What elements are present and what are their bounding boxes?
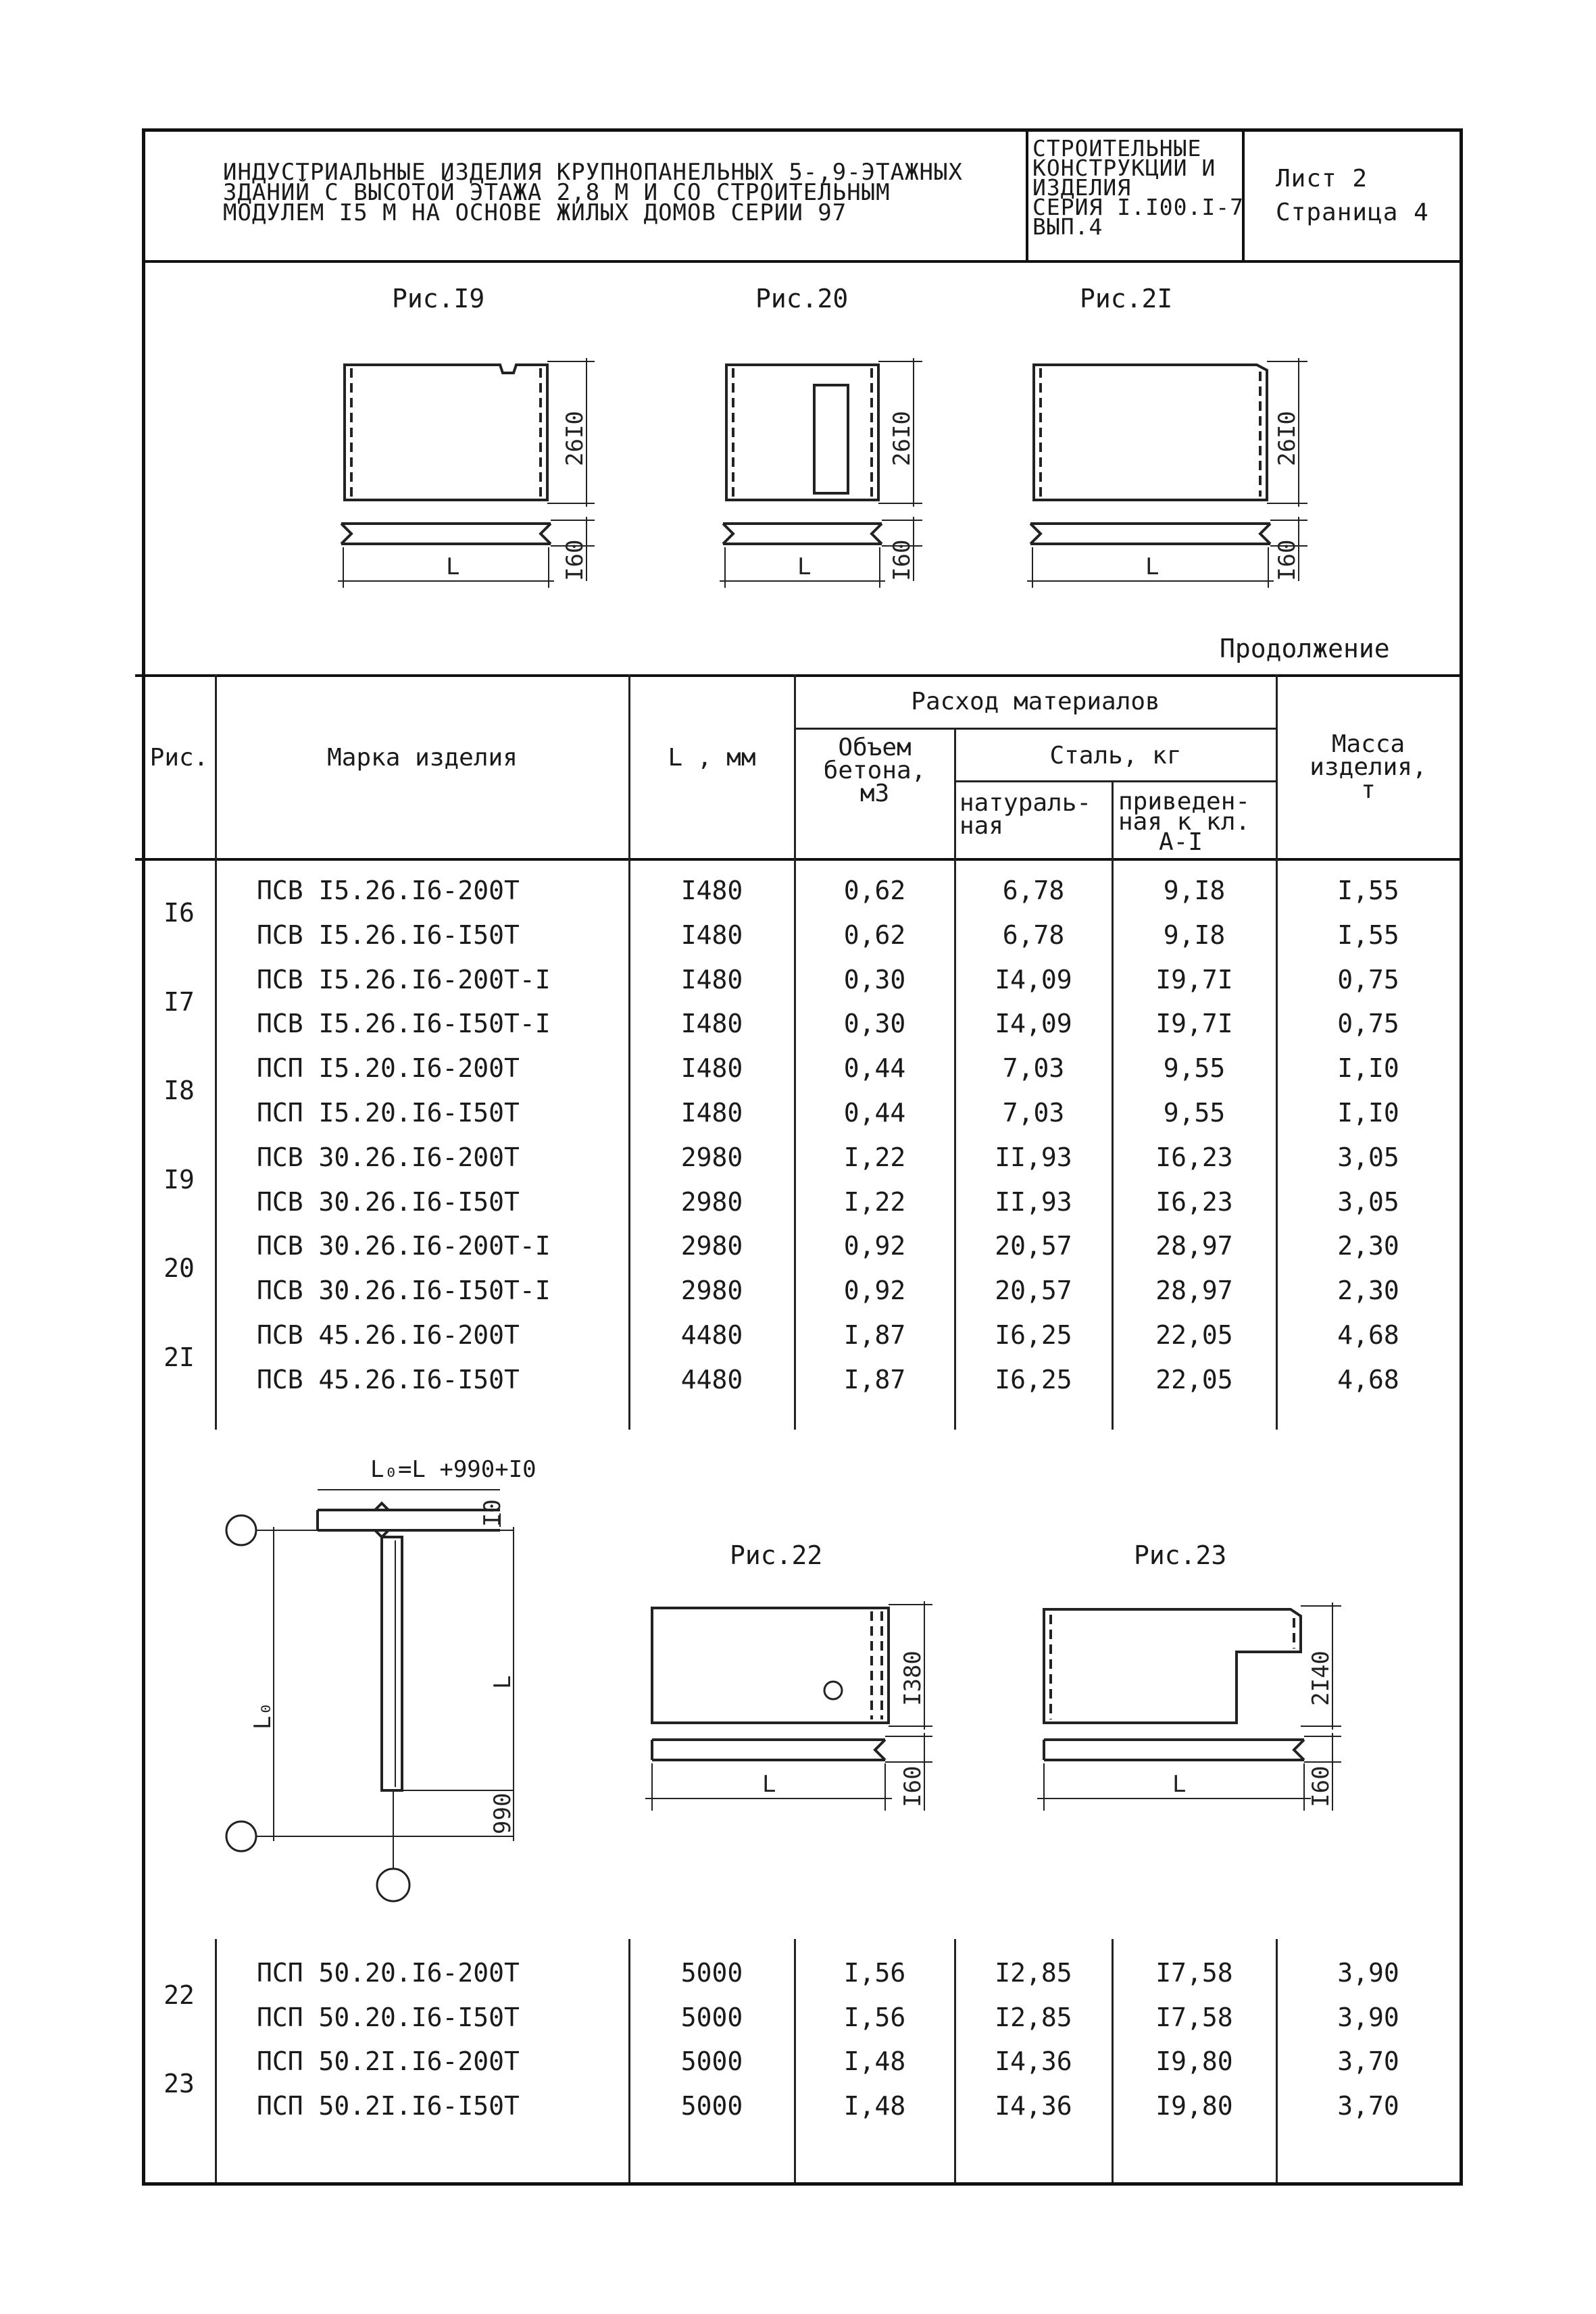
fig19-length-dim: L (446, 553, 460, 580)
steel-reduced-cell: I7,58 (1155, 2002, 1233, 2032)
steel-natural-cell: I4,36 (995, 2090, 1072, 2121)
mark-cell: ПСВ I5.26.I6-200Т-I (257, 964, 551, 995)
length-cell: I480 (680, 1053, 743, 1084)
header-series-line: СТРОИТЕЛЬНЫЕ (1032, 135, 1202, 161)
sheet-number: Лист 2 (1276, 165, 1368, 193)
mass-cell: 2,30 (1337, 1231, 1399, 1261)
steel-reduced-cell: 22,05 (1155, 1364, 1233, 1394)
concrete-cell: I,56 (843, 2002, 906, 2032)
fig-number-cell: I7 (164, 986, 195, 1017)
concrete-cell: I,87 (843, 1364, 906, 1394)
fig-number-cell: I8 (164, 1076, 195, 1106)
steel-natural-cell: 7,03 (1002, 1098, 1065, 1128)
length-cell: 2980 (680, 1186, 743, 1217)
schematic-bottom-dim: 990 (489, 1792, 516, 1834)
steel-natural-cell: 6,78 (1002, 876, 1065, 905)
mark-cell: ПСВ 30.26.I6-200Т-I (257, 1231, 551, 1261)
length-cell: I480 (680, 1009, 743, 1039)
steel-natural-cell: 7,03 (1002, 1053, 1065, 1084)
header-title-line: ИНДУСТРИАЛЬНЫЕ ИЗДЕЛИЯ КРУПНОПАНЕЛЬНЫХ 5-,9-ЭТАЖНЫХ (223, 159, 963, 186)
mass-cell: I,55 (1337, 920, 1399, 950)
mass-cell: 0,75 (1337, 1009, 1399, 1039)
mark-cell: ПСП I5.20.I6-200Т (257, 1053, 520, 1084)
mark-cell: ПСВ 30.26.I6-I50Т-I (257, 1276, 551, 1306)
th-natural-line: ная (959, 812, 1004, 840)
concrete-cell: 0,30 (843, 1009, 906, 1039)
fig-number-cell: 2I (164, 1342, 195, 1372)
figure-caption-19: Рис.I9 (392, 284, 485, 313)
length-cell: 5000 (680, 2002, 743, 2032)
mark-cell: ПСП 50.2I.I6-I50Т (257, 2090, 520, 2121)
th-length: L , мм (668, 744, 756, 772)
fig-number-cell: I9 (164, 1164, 195, 1194)
fig21-thick-dim: I60 (1274, 539, 1301, 581)
mark-cell: ПСП 50.2I.I6-200Т (257, 2046, 520, 2076)
fig20-height-dim: 26I0 (889, 411, 916, 466)
th-fig: Рис. (149, 744, 209, 772)
length-cell: I480 (680, 876, 743, 905)
fig-number-cell: 22 (164, 1980, 195, 2010)
continuation-label: Продолжение (1220, 634, 1390, 663)
header-series-line: ИЗДЕЛИЯ (1032, 174, 1132, 201)
th-mark: Марка изделия (327, 744, 518, 772)
col-line-1-bottom (215, 1939, 217, 2182)
mass-cell: 2,30 (1337, 1276, 1399, 1306)
steel-natural-cell: 6,78 (1002, 920, 1065, 950)
figure-caption-20: Рис.20 (755, 284, 849, 313)
th-materials: Расход материалов (911, 688, 1160, 715)
concrete-cell: I,48 (843, 2046, 906, 2076)
length-cell: 5000 (680, 1958, 743, 1988)
steel-reduced-cell: I9,80 (1155, 2090, 1233, 2121)
concrete-cell: 0,44 (843, 1098, 906, 1128)
th-concrete-line: Объем (838, 734, 912, 761)
th-reduced-line: А-I (1159, 828, 1203, 856)
concrete-cell: 0,92 (843, 1231, 906, 1261)
fig20-length-dim: L (797, 553, 812, 580)
mass-cell: I,55 (1337, 876, 1399, 905)
fig22-panel (645, 1601, 932, 1811)
mass-cell: 4,68 (1337, 1364, 1399, 1394)
mass-cell: 3,90 (1337, 2002, 1399, 2032)
th-concrete-line: м3 (859, 780, 890, 807)
fig21-length-dim: L (1145, 553, 1159, 580)
mass-cell: 3,90 (1337, 1958, 1399, 1988)
concrete-cell: I,22 (843, 1186, 906, 1217)
mark-cell: ПСП 50.20.I6-I50Т (257, 2002, 520, 2032)
fig23-length-dim: L (1172, 1771, 1187, 1798)
length-cell: I480 (680, 920, 743, 950)
steel-reduced-cell: 22,05 (1155, 1320, 1233, 1350)
figure-caption-21: Рис.2I (1080, 284, 1173, 313)
fig-number-cell: 20 (164, 1253, 195, 1284)
steel-natural-cell: I6,25 (995, 1364, 1072, 1394)
mark-cell: ПСВ I5.26.I6-I50Т (257, 920, 520, 950)
steel-natural-cell: I4,09 (995, 964, 1072, 995)
figure-caption-22: Рис.22 (730, 1540, 823, 1570)
steel-reduced-cell: 28,97 (1155, 1231, 1233, 1261)
figure-caption-23: Рис.23 (1134, 1540, 1227, 1570)
length-cell: 2980 (680, 1276, 743, 1306)
mark-cell: ПСВ 45.26.I6-I50Т (257, 1364, 520, 1394)
fig19-height-dim: 26I0 (562, 411, 589, 466)
length-cell: 4480 (680, 1320, 743, 1350)
mark-cell: ПСП I5.20.I6-I50Т (257, 1098, 520, 1128)
steel-reduced-cell: I6,23 (1155, 1186, 1233, 1217)
mark-cell: ПСВ 30.26.I6-200Т (257, 1142, 520, 1172)
concrete-cell: I,22 (843, 1142, 906, 1172)
schematic-l-dim: L (489, 1675, 516, 1689)
mark-cell: ПСВ 30.26.I6-I50Т (257, 1186, 520, 1217)
concrete-cell: 0,44 (843, 1053, 906, 1084)
length-cell: I480 (680, 1098, 743, 1128)
concrete-cell: 0,62 (843, 920, 906, 950)
header-series-line: ВЫП.4 (1032, 213, 1103, 240)
mass-cell: 3,05 (1337, 1142, 1399, 1172)
mark-cell: ПСВ I5.26.I6-I50Т-I (257, 1009, 551, 1039)
mass-cell: 0,75 (1337, 964, 1399, 995)
th-mass-line: изделия, (1310, 753, 1427, 781)
length-cell: 4480 (680, 1364, 743, 1394)
steel-natural-cell: II,93 (995, 1142, 1072, 1172)
steel-reduced-cell: 9,55 (1163, 1053, 1226, 1084)
header-title-line: ЗДАНИЙ С ВЫСОТОЙ ЭТАЖА 2,8 М И СО СТРОИТЕЛЬНЫМ (223, 179, 891, 206)
length-cell: 2980 (680, 1231, 743, 1261)
length-cell: 5000 (680, 2090, 743, 2121)
fig23-height-dim: 2I40 (1307, 1651, 1335, 1706)
steel-reduced-cell: I9,80 (1155, 2046, 1233, 2076)
mass-cell: 3,05 (1337, 1186, 1399, 1217)
fig23-panel (1037, 1603, 1341, 1811)
page-number: Страница 4 (1276, 199, 1429, 226)
steel-reduced-cell: 9,55 (1163, 1098, 1226, 1128)
formula-label: L₀=L +990+I0 (370, 1456, 537, 1483)
mark-cell: ПСП 50.20.I6-200Т (257, 1958, 520, 1988)
fig22-thick-dim: I60 (899, 1765, 926, 1807)
steel-natural-cell: I6,25 (995, 1320, 1072, 1350)
concrete-cell: I,48 (843, 2090, 906, 2121)
fig21-height-dim: 26I0 (1274, 411, 1301, 466)
mark-cell: ПСВ I5.26.I6-200Т (257, 876, 520, 905)
concrete-cell: 0,92 (843, 1276, 906, 1306)
concrete-cell: I,56 (843, 1958, 906, 1988)
steel-natural-cell: I4,36 (995, 2046, 1072, 2076)
steel-reduced-cell: I9,7I (1155, 1009, 1233, 1039)
steel-natural-cell: II,93 (995, 1186, 1072, 1217)
concrete-cell: 0,62 (843, 876, 906, 905)
mark-cell: ПСВ 45.26.I6-200Т (257, 1320, 520, 1350)
steel-natural-cell: 20,57 (995, 1231, 1072, 1261)
length-cell: I480 (680, 964, 743, 995)
concrete-cell: 0,30 (843, 964, 906, 995)
th-concrete-line: бетона, (823, 757, 926, 784)
steel-natural-cell: I4,09 (995, 1009, 1072, 1039)
fig22-length-dim: L (762, 1771, 776, 1798)
fig23-thick-dim: I60 (1307, 1765, 1335, 1807)
schematic-l0-dim: L₀ (249, 1702, 276, 1730)
concrete-cell: I,87 (843, 1320, 906, 1350)
steel-reduced-cell: 9,I8 (1163, 876, 1226, 905)
fig20-thick-dim: I60 (889, 539, 916, 581)
steel-natural-cell: I2,85 (995, 2002, 1072, 2032)
mass-cell: I,I0 (1337, 1053, 1399, 1084)
mass-cell: 4,68 (1337, 1320, 1399, 1350)
steel-reduced-cell: I6,23 (1155, 1142, 1233, 1172)
header-title-line: МОДУЛЕМ I5 М НА ОСНОВЕ ЖИЛЫХ ДОМОВ СЕРИИ 97 (223, 199, 847, 226)
mass-cell: 3,70 (1337, 2090, 1399, 2121)
th-mass-line: Масса (1331, 730, 1405, 758)
steel-natural-cell: 20,57 (995, 1276, 1072, 1306)
steel-reduced-cell: I7,58 (1155, 1958, 1233, 1988)
length-cell: 2980 (680, 1142, 743, 1172)
schematic-top-dim: I0 (479, 1499, 506, 1527)
steel-reduced-cell: I9,7I (1155, 964, 1233, 995)
mass-cell: I,I0 (1337, 1098, 1399, 1128)
th-steel: Сталь, кг (1049, 742, 1182, 770)
length-cell: 5000 (680, 2046, 743, 2076)
steel-reduced-cell: 28,97 (1155, 1276, 1233, 1306)
th-reduced-line: приведен- (1118, 788, 1251, 815)
fig19-thick-dim: I60 (562, 539, 589, 581)
th-natural-line: натураль- (959, 789, 1092, 817)
th-mass-line: т (1361, 776, 1376, 804)
joint-schematic (226, 1490, 514, 1901)
steel-natural-cell: I2,85 (995, 1958, 1072, 1988)
fig22-height-dim: I380 (899, 1651, 926, 1706)
fig-number-cell: I6 (164, 897, 195, 928)
steel-reduced-cell: 9,I8 (1163, 920, 1226, 950)
header-series-line: КОНСТРУКЦИИ И (1032, 155, 1216, 181)
header-series-line: СЕРИЯ I.I00.I-7 (1032, 194, 1245, 220)
mass-cell: 3,70 (1337, 2046, 1399, 2076)
fig-number-cell: 23 (164, 2068, 195, 2098)
th-reduced-line: ная к кл. (1118, 808, 1251, 836)
